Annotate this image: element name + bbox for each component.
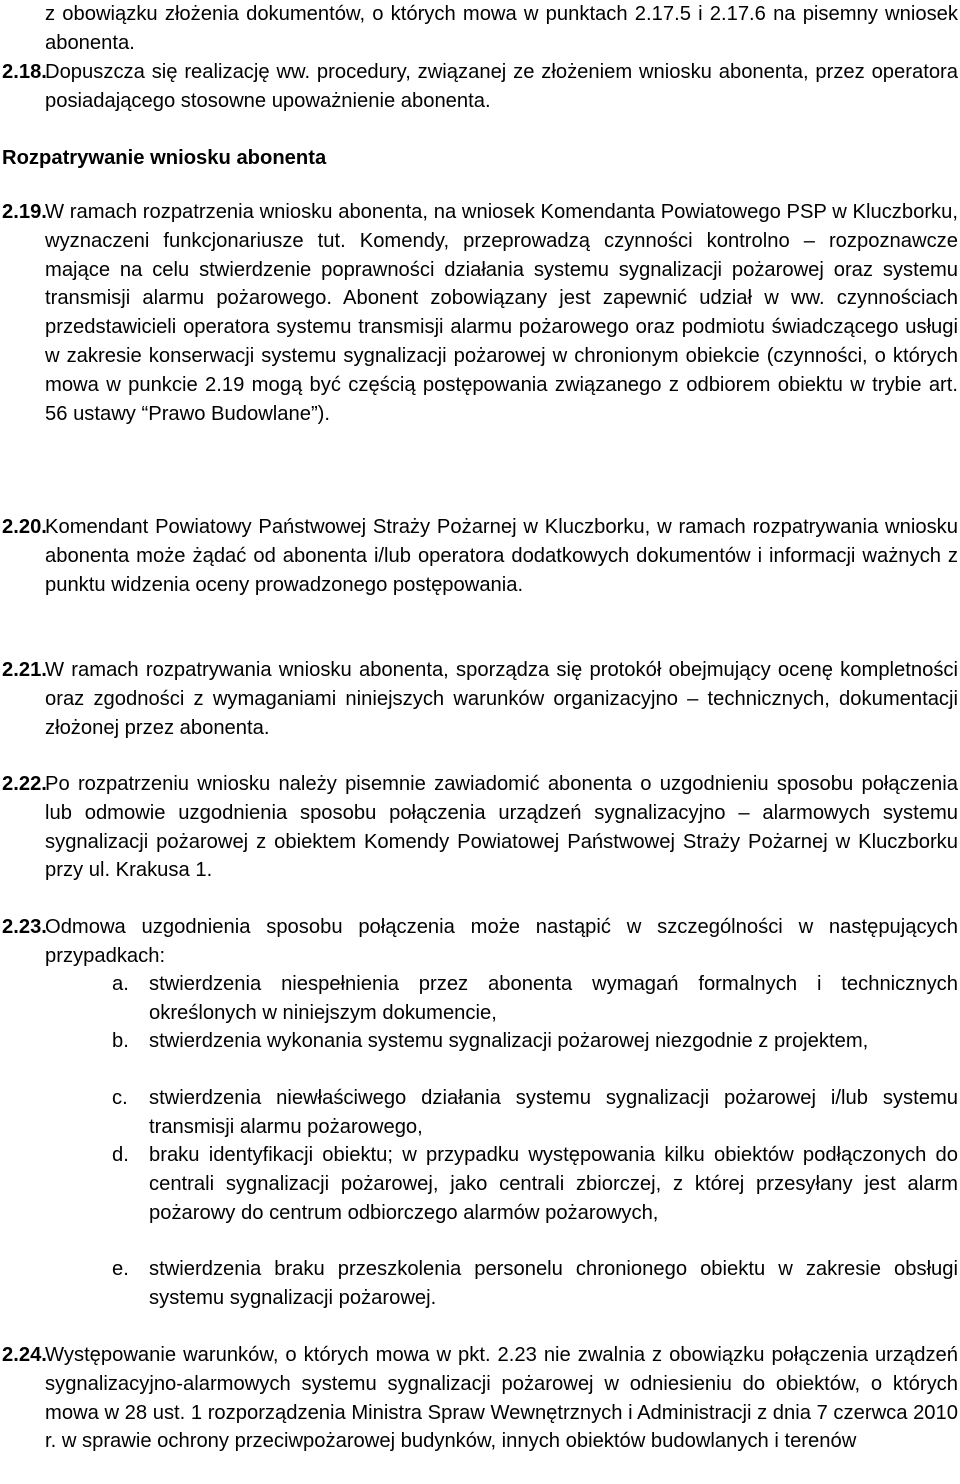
paragraph-2-21 xyxy=(0,656,958,742)
paragraph-2-18 xyxy=(0,58,958,116)
paragraph-number: 2.19. xyxy=(2,201,47,223)
list-item-text: braku identyfikacji obiektu; w przypadku występowania kilku obiektów podłączonych do centrali sygnalizacji pożarowej, jako centrali zbiorczej, z której przesyłany jest alarm pożarowy do centrum odbiorczego alarmów pożarowych, xyxy=(149,1144,958,1224)
list-item-c xyxy=(0,1084,958,1142)
paragraph-text: W ramach rozpatrywania wniosku abonenta, sporządza się protokół obejmujący ocenę kompletności oraz zgodności z wymaganiami niniejszych warunków organizacyjno – technicznych, dokumentacji złożonej przez abonenta. xyxy=(45,659,958,739)
paragraph-text: Występowanie warunków, o których mowa w pkt. 2.23 nie zwalnia z obowiązku połączenia urządzeń sygnalizacyjno-alarmowych systemu sygnalizacji pożarowej w odniesieniu do obiektów, o których mowa w 28 ust. 1 rozporządzenia Ministra Spraw Wewnętrznych i Administracji z dnia 7 czerwca 2010 r. w sprawie ochrony przeciwpożarowej budynków, innych obiektów budowlanych i terenów xyxy=(45,1344,958,1453)
list-item-text: stwierdzenia braku przeszkolenia personelu chronionego obiektu w zakresie obsługi systemu sygnalizacji pożarowej. xyxy=(149,1258,958,1309)
paragraph-2-20 xyxy=(0,513,958,599)
paragraph-number: 2.18. xyxy=(2,61,47,83)
paragraph-2-24 xyxy=(0,1341,958,1456)
paragraph-text: Komendant Powiatowy Państwowej Straży Pożarnej w Kluczborku, w ramach rozpatrywania wniosku abonenta może żądać od abonenta i/lub operatora dodatkowych dokumentów i informacji ważnych z punktu widzenia oceny prowadzonego postępowania. xyxy=(45,516,958,596)
list-item-letter: b. xyxy=(112,1030,129,1052)
list-item-e xyxy=(0,1255,958,1313)
paragraph-2-19 xyxy=(0,198,958,428)
paragraph-number: 2.21. xyxy=(2,659,47,681)
list-item-b xyxy=(0,1027,958,1056)
list-item-a xyxy=(0,970,958,1028)
list-item-text: stwierdzenia niewłaściwego działania systemu sygnalizacji pożarowej i/lub systemu transmisji alarmu pożarowego, xyxy=(149,1087,958,1138)
list-item-text: stwierdzenia niespełnienia przez abonenta wymagań formalnych i technicznych określonych w niniejszym dokumencie, xyxy=(149,973,958,1024)
paragraph-text: Odmowa uzgodnienia sposobu połączenia może nastąpić w szczególności w następujących przypadkach: xyxy=(45,916,958,967)
list-item-d xyxy=(0,1141,958,1227)
list-item-letter: e. xyxy=(112,1258,129,1280)
paragraph-2-22 xyxy=(0,770,958,885)
paragraph-number: 2.24. xyxy=(2,1344,47,1366)
list-item-letter: c. xyxy=(112,1087,128,1109)
paragraph-2-23 xyxy=(0,913,958,971)
section-heading: Rozpatrywanie wniosku abonenta xyxy=(2,147,327,169)
list-item-letter: d. xyxy=(112,1144,129,1166)
paragraph-number: 2.23. xyxy=(2,916,47,938)
paragraph-text: W ramach rozpatrzenia wniosku abonenta, na wniosek Komendanta Powiatowego PSP w Kluczborku, wyznaczeni funkcjonariusze tut. Komendy, przeprowadzą czynności kontrolno – rozpoznawcze mające na celu stwierdzenie poprawności działania systemu sygnalizacji pożarowej oraz systemu transmisji alarmu pożarowego. Abonent zobowiązany jest zapewnić udział w ww. czynnościach przedstawicieli operatora systemu transmisji alarmu pożarowego oraz podmiotu świadczącego usługi w zakresie konserwacji systemu sygnalizacji pożarowej w chronionym obiekcie (czynności, o których mowa w punkcie 2.19 mogą być częścią postępowania związanego z odbiorem obiektu w trybie art. 56 ustawy “Prawo Budowlane”). xyxy=(45,201,958,425)
paragraph-number: 2.20. xyxy=(2,516,47,538)
paragraph-text: Dopuszcza się realizację ww. procedury, związanej ze złożeniem wniosku abonenta, przez operatora posiadającego stosowne upoważnienie abonenta. xyxy=(45,61,958,112)
continuation-paragraph xyxy=(0,0,958,58)
paragraph-text: Po rozpatrzeniu wniosku należy pisemnie zawiadomić abonenta o uzgodnieniu sposobu połączenia lub odmowie uzgodnienia sposobu połączenia urządzeń sygnalizacyjno – alarmowych systemu sygnalizacji pożarowej z obiektem Komendy Powiatowej Państwowej Straży Pożarnej w Kluczborku przy ul. Krakusa 1. xyxy=(45,773,958,882)
continuation-text: z obowiązku złożenia dokumentów, o których mowa w punktach 2.17.5 i 2.17.6 na pisemny wniosek abonenta. xyxy=(45,3,958,54)
list-item-letter: a. xyxy=(112,973,129,995)
list-item-text: stwierdzenia wykonania systemu sygnalizacji pożarowej niezgodnie z projektem, xyxy=(149,1030,869,1052)
paragraph-number: 2.22. xyxy=(2,773,47,795)
